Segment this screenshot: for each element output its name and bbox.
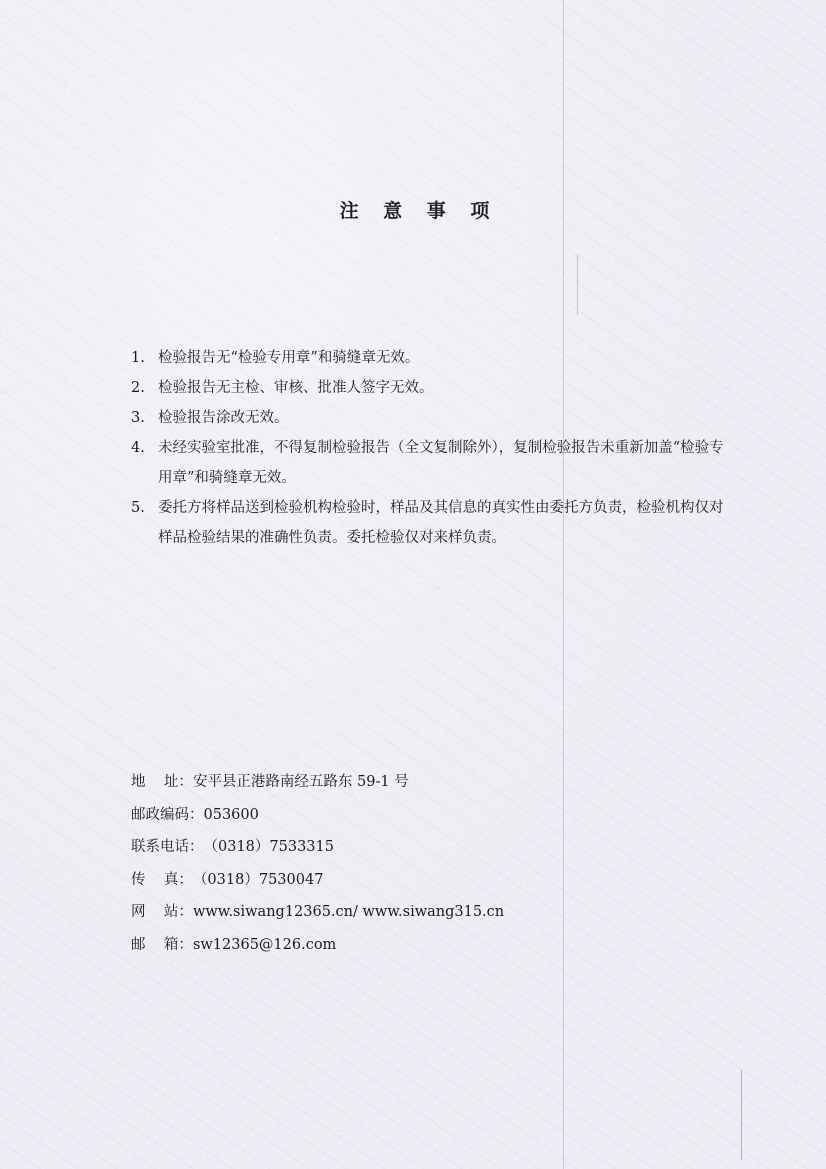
fold-line xyxy=(563,0,564,1169)
phone-value: （0318）7533315 xyxy=(203,839,334,855)
address-value: 安平县正港路南经五路东 59-1 号 xyxy=(192,774,409,790)
fax-row xyxy=(131,864,691,897)
note-number: 5. xyxy=(131,500,145,516)
note-item xyxy=(131,433,731,493)
email-row xyxy=(131,929,691,962)
notes-list xyxy=(131,343,731,553)
note-item xyxy=(131,493,731,553)
note-item xyxy=(131,343,731,373)
phone-label: 联系电话： xyxy=(131,839,204,855)
note-number: 2. xyxy=(131,380,145,396)
postcode-row xyxy=(131,799,691,832)
note-item xyxy=(131,373,731,403)
website-row xyxy=(131,896,691,929)
contact-block xyxy=(131,766,691,961)
fax-value: （0318）7530047 xyxy=(192,871,324,888)
postcode-label: 邮政编码： xyxy=(131,806,204,823)
note-text: 检验报告无“检验专用章”和骑缝章无效。 xyxy=(158,350,420,366)
note-text: 未经实验室批准，不得复制检验报告（全文复制除外），复制检验报告未重新加盖“检验专用章”和骑缝章无效。 xyxy=(158,440,724,486)
note-number: 4. xyxy=(131,440,145,456)
email-value: sw12365@126.com xyxy=(192,936,337,953)
page-title: 注 意 事 项 xyxy=(339,200,499,222)
fax-label: 传 真： xyxy=(131,871,193,888)
note-number: 3. xyxy=(131,410,145,426)
note-number: 1. xyxy=(131,350,145,366)
edge-mark xyxy=(741,1070,742,1160)
email-label: 邮 箱： xyxy=(131,936,193,953)
fold-line-mark xyxy=(577,255,578,315)
website-value: www.siwang12365.cn/ www.siwang315.cn xyxy=(192,904,505,920)
note-item xyxy=(131,403,731,433)
address-label: 地 址： xyxy=(131,774,193,790)
phone-row xyxy=(131,831,691,864)
note-text: 委托方将样品送到检验机构检验时，样品及其信息的真实性由委托方负责，检验机构仅对样品检验结果的准确性负责。委托检验仅对来样负责。 xyxy=(158,500,724,546)
postcode-value: 053600 xyxy=(203,806,259,823)
note-text: 检验报告涂改无效。 xyxy=(158,410,289,426)
note-text: 检验报告无主检、审核、批准人签字无效。 xyxy=(158,380,434,396)
website-label: 网 站： xyxy=(131,904,193,920)
address-row xyxy=(131,766,691,799)
